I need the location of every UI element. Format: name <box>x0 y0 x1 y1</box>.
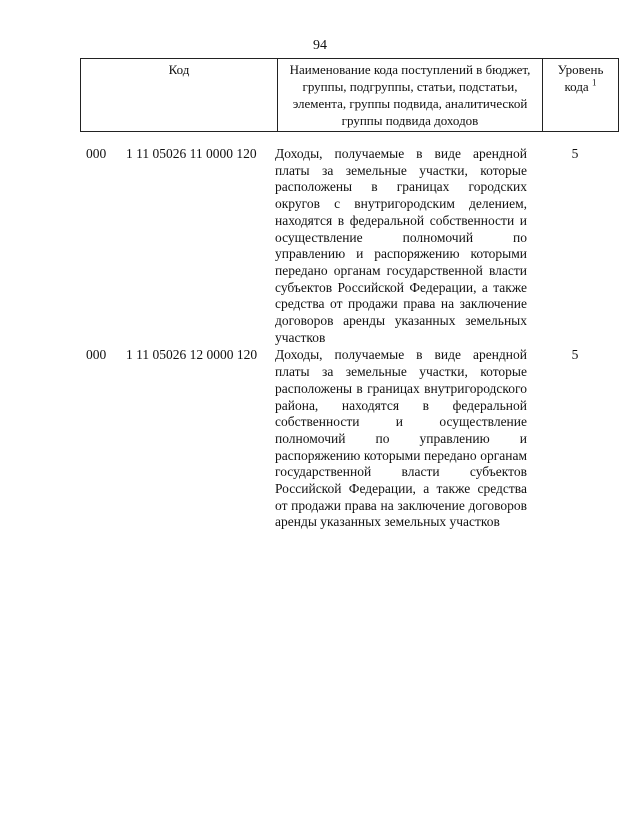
code-level: 5 <box>571 146 579 161</box>
header-row <box>81 59 619 132</box>
income-code: 1 11 05026 12 0000 120 <box>126 347 258 363</box>
footnote-marker: 1 <box>591 77 597 88</box>
admin-code: 000 <box>86 347 107 363</box>
code-cell <box>80 146 270 346</box>
header-name: Наименование кода поступлений в бюджет, группы, подгруппы, статьи, подстатьи, элемента, группы подвида, аналитической группы подвида доходов <box>278 59 543 132</box>
code-level: 5 <box>571 347 579 363</box>
table-body <box>80 146 613 532</box>
table-row <box>80 146 613 346</box>
header-code: Код <box>81 59 278 132</box>
table-header <box>80 58 619 132</box>
table-row <box>80 347 613 531</box>
header-level <box>543 59 619 132</box>
header-level-label: Уровень кода <box>557 62 604 94</box>
admin-code: 000 <box>86 146 107 161</box>
income-name: Доходы, получаемые в виде арендной платы за земельные участки, которые расположены в границах внутригородского района, находятся в федеральной собственности и осуществление полномочий по управлению и распоряжению которыми передано органам государственной власти субъектов Российской Федерации, а также средства от продажи права на заключение договоров аренды указанных земельных участков <box>275 347 527 530</box>
code-cell <box>80 347 270 531</box>
page-number: 94 <box>313 38 327 53</box>
income-name: Доходы, получаемые в виде арендной платы за земельные участки, которые расположены в границах городских округов с внутригородским делением, находятся в федеральной собственности и осуществление полномочий по управлению и распоряжению которыми передано органам государственной власти субъектов Российской Федерации, а также средства от продажи права на заключение договоров аренды указанных земельных участков <box>275 146 527 345</box>
income-code: 1 11 05026 11 0000 120 <box>126 146 257 161</box>
